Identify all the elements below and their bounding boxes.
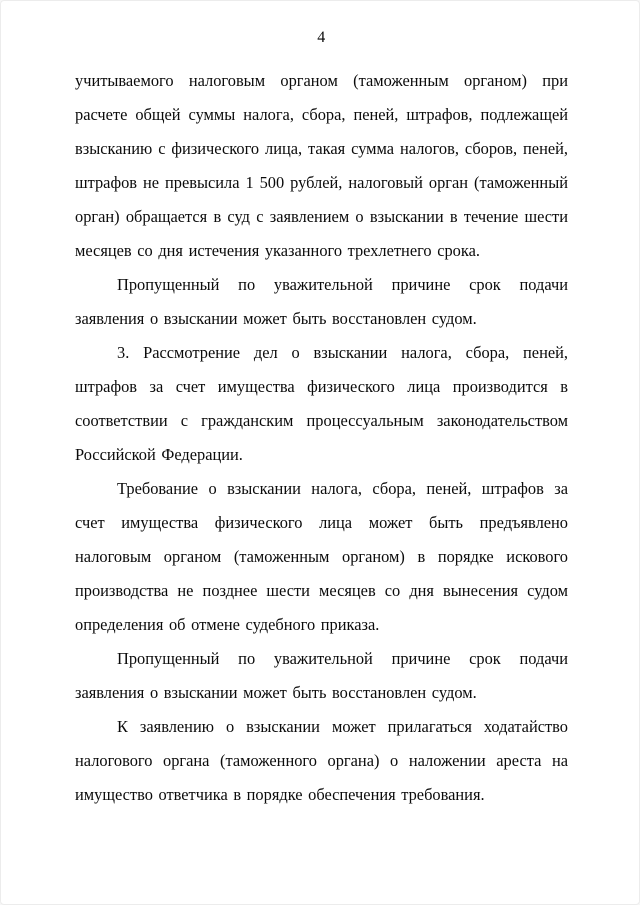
page-number: 4 — [317, 29, 326, 46]
document-content — [75, 64, 568, 812]
paragraph: Требование о взыскании налога, сбора, пеней, штрафов за счет имущества физического лица может быть предъявлено налоговым органом (таможенным органом) в порядке искового производства не позднее шести месяцев со дня вынесения судом определения об отмене судебного приказа. — [75, 479, 568, 634]
paragraph: 3. Рассмотрение дел о взыскании налога, сбора, пеней, штрафов за счет имущества физического лица производится в соответствии с гражданским процессуальным законодательством Российской Федерации. — [75, 343, 568, 464]
paragraph: Пропущенный по уважительной причине срок подачи заявления о взыскании может быть восстановлен судом. — [75, 275, 568, 328]
paragraph: Пропущенный по уважительной причине срок подачи заявления о взыскании может быть восстановлен судом. — [75, 649, 568, 702]
paragraph: К заявлению о взыскании может прилагаться ходатайство налогового органа (таможенного органа) о наложении ареста на имущество ответчика в порядке обеспечения требования. — [75, 717, 568, 804]
paragraph: учитываемого налоговым органом (таможенным органом) при расчете общей суммы налога, сбора, пеней, штрафов, подлежащей взысканию с физического лица, такая сумма налогов, сборов, пеней, штрафов не превысила 1 500 рублей, налоговый орган (таможенный орган) обращается в суд с заявлением о взыскании в течение шести месяцев со дня истечения указанного трехлетнего срока. — [75, 71, 568, 260]
